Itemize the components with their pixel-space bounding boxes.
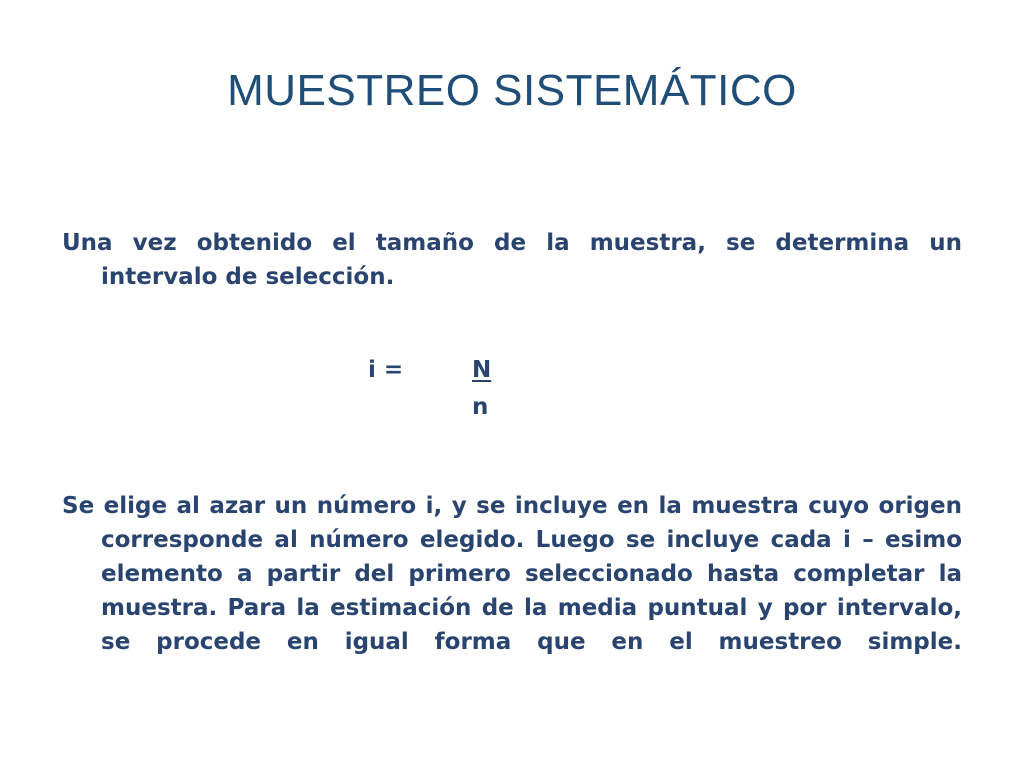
formula-numerator: N — [472, 357, 492, 383]
formula-lhs: i = — [368, 357, 404, 383]
intro-paragraph: Una vez obtenido el tamaño de la muestra, se determina un intervalo de selección. — [62, 230, 962, 290]
slide-title: MUESTREO SISTEMÁTICO — [227, 66, 797, 115]
interval-formula — [368, 357, 568, 437]
procedure-paragraph: Se elige al azar un número i, y se incluye en la muestra cuyo origen corresponde al número elegido. Luego se incluye cada i – esimo elemento a partir del primero seleccionado hasta completar la muestra. Para la estimación de la media puntual y por intervalo, se procede en igual forma que en el muestreo simple. — [62, 493, 962, 655]
formula-denominator: n — [472, 394, 489, 420]
